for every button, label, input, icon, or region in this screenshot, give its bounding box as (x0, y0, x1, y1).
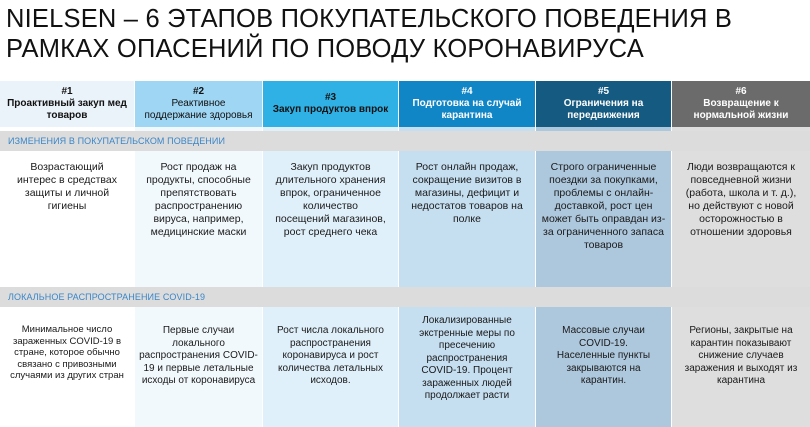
stage-number: #3 (324, 92, 337, 103)
stage-5-behavior: Строго ограниченные поездки за покупками, проблемы с онлайн-доставкой, рост цен может быть оправдан из-за ограниченного запаса товаров (541, 161, 666, 251)
stage-label: Подготовка на случай карантина (412, 98, 522, 121)
page-title (6, 4, 806, 64)
stage-number: #5 (597, 86, 610, 97)
stages-table (0, 81, 810, 427)
stage-number: #2 (192, 86, 205, 97)
stage-number: #6 (735, 86, 747, 97)
stage-label: Реактивное поддержание здоровья (144, 98, 253, 121)
stage-2-header (135, 81, 262, 127)
stage-1-header (0, 81, 134, 127)
stage-3-spread: Рост числа локального распространения коронавируса и рост количества летальных исходов. (277, 325, 384, 386)
stage-4-header (399, 81, 535, 127)
stage-label: Ограничения на передвижения (563, 98, 644, 121)
stage-2-behavior: Рост продаж на продукты, способные препятствовать распространению вируса, например, медицинские маски (146, 161, 251, 238)
stage-1-spread: Минимальное число зараженных COVID-19 в стране, которое обычно связано с привозными случаями из других стран (10, 324, 124, 381)
stage-6-header (672, 81, 810, 127)
stage-3-behavior: Закуп продуктов длительного хранения впрок, ограниченное количество посещений магазинов, рост среднего чека (275, 161, 386, 238)
behavior-section-band: ИЗМЕНЕНИЯ В ПОКУПАТЕЛЬСКОМ ПОВЕДЕНИИ (0, 131, 810, 151)
stage-6-spread: Регионы, закрытые на карантин показывают снижение случаев заражения и выходят из карантина (684, 325, 798, 386)
stage-5-spread: Массовые случаи COVID-19. Населенные пункты закрываются на карантин. (556, 325, 651, 386)
spread-section-band: ЛОКАЛЬНОЕ РАСПРОСТРАНЕНИЕ COVID-19 (0, 287, 810, 307)
page-title-line-1: NIELSEN – 6 ЭТАПОВ ПОКУПАТЕЛЬСКОГО ПОВЕДЕНИЯ В (6, 5, 733, 33)
stage-4-behavior: Рост онлайн продаж, сокращение визитов в магазины, дефицит и недостатов товаров на полке (411, 161, 523, 225)
stage-number: #1 (61, 86, 73, 97)
stage-3-header (263, 81, 398, 127)
page-title-line-2: РАМКАХ ОПАСЕНИЙ ПО ПОВОДУ КОРОНАВИРУСА (6, 35, 644, 63)
stage-4-spread: Локализированные экстренные меры по пресечению распространения COVID-19. Процент зараженных людей продолжает расти (419, 315, 515, 401)
stage-label: Проактивный закуп мед товаров (7, 98, 127, 121)
stage-5-header (536, 81, 671, 127)
stage-6-behavior: Люди возвращаются к повседневной жизни (работа, школа и т. д.), но действуют с новой осторожностью в отношении здоровья (685, 161, 797, 238)
stage-label: Закуп продуктов впрок (272, 104, 389, 115)
stage-1-behavior: Возрастающий интерес в средствах защиты и личной гигиены (17, 161, 117, 212)
stage-number: #4 (461, 86, 473, 97)
stage-2-spread: Первые случаи локального распространения COVID-19 и первые летальные исходы от коронавируса (139, 325, 258, 386)
stage-label: Возвращение к нормальной жизни (693, 98, 789, 121)
